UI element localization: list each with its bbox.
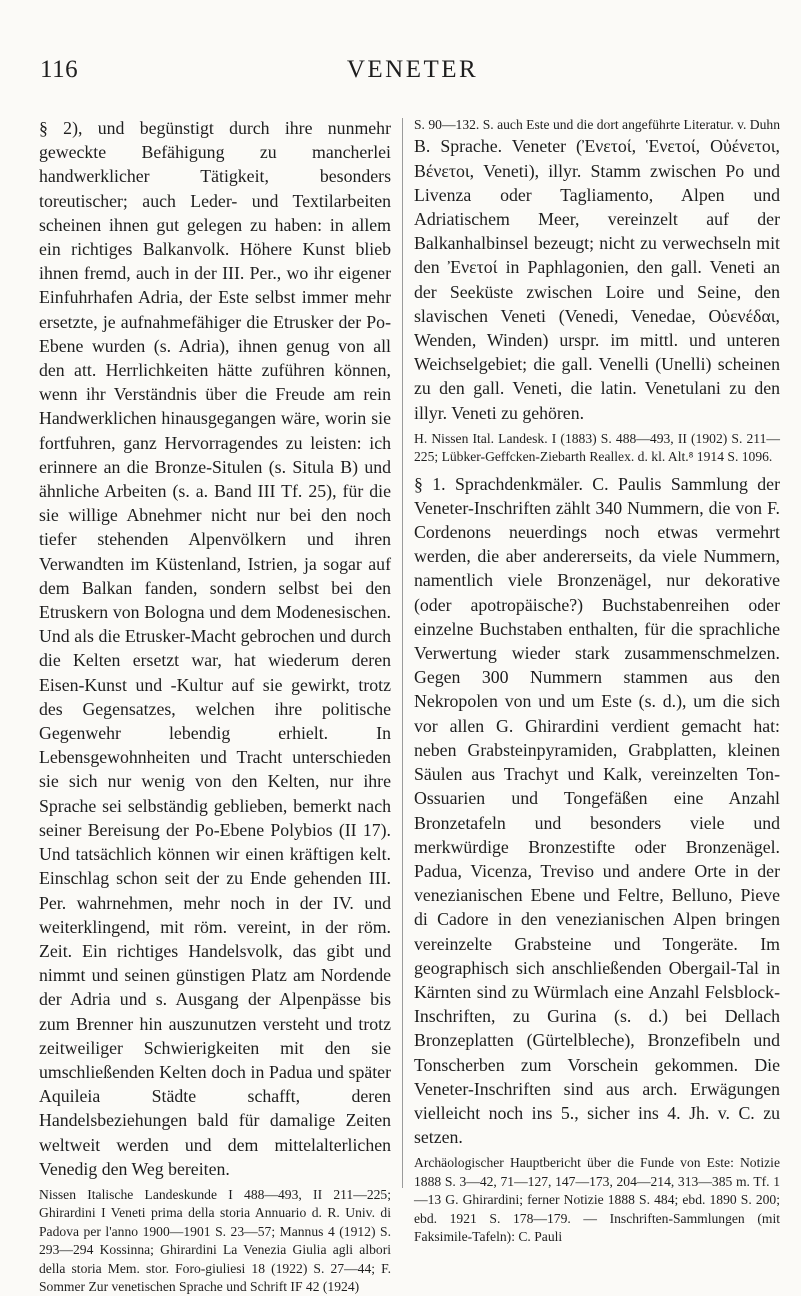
page-number: 116 — [40, 56, 79, 83]
continuation-text: S. 90—132. S. auch Este und die dort angeführte Literatur. — [414, 117, 734, 132]
column-divider — [402, 118, 403, 1188]
author-sign: v. Duhn — [737, 117, 780, 132]
section-1-paragraph: § 1. Sprachdenkmäler. C. Paulis Sammlung der Veneter-Inschriften zählt 340 Nummern, die von F. Cordenons neuerdings noch etwas vermehrt werden, die aber andererseits, da viele Nummern, namentlich viele Bronzenägel, nur dekorative (oder apotropäische?) Buchstabenreihen oder einzelne Buchstaben enthalten, für die sprachliche Verwertung wieder stark zusammenschmelzen. Gegen 300 Nummern stammen aus den Nekropolen von und um Este (s. d.), um die sich vor allen G. Ghirardini verdient gemacht hat: neben Grabsteinpyramiden, Grabplatten, kleinen Säulen aus Trachyt und Kalk, vereinzelten Ton-Ossuarien und Tongefäßen eine Anzahl Bronzetafeln und besonders viele und merkwürdige Bronzestifte oder Bronzenägel. Padua, Vicenza, Treviso und andere Orte in der venezianischen Ebene und Feltre, Belluno, Pieve di Cadore in den venezianischen Alpen bringen vereinzelte Grabsteine und Tongeräte. Im geographisch sich anschließenden Obergail-Tal in Kärnten sind zu Würmlach eine Anzahl Felsblock-Inschriften, zu Gurina (s. d.) bei Dellach Bronzeplatten (Gürtelbleche), Bronzefibeln und Tonscherben zum Vorschein gekommen. Die Veneter-Inschriften sind aus arch. Erwägungen vielleicht noch ins 5., sicher ins 4. Jh. v. C. zu setzen. — [414, 473, 780, 1148]
right-column — [414, 116, 780, 1246]
page-header — [40, 56, 785, 90]
section-b-references: H. Nissen Ital. Landesk. I (1883) S. 488—493, II (1902) S. 211—225; Lübker-Geffcken-Ziebarth Reallex. d. kl. Alt.⁸ 1914 S. 1096. — [414, 430, 780, 465]
left-column — [39, 116, 391, 1296]
references-paragraph: Nissen Italische Landeskunde I 488—493, II 211—225; Ghirardini I Veneti prima della storia Annuario d. R. Univ. di Padova per l'anno 1900—1901 S. 23—57; Mannus 4 (1912) S. 293—294 Kossinna; Ghirardini La Venezia Giulia agli albori della storia Mem. stor. Foro-giuliesi 18 (1922) S. 27—44; F. Sommer Zur venetischen Sprache und Schrift IF 42 (1924) — [39, 1186, 391, 1294]
running-head: VENETER — [346, 56, 479, 83]
body-paragraph: § 2), und begünstigt durch ihre nunmehr geweckte Befähigung zu mancherlei handwerklicher Tätigkeit, besonders toreutischer; auch Leder- und Textilarbeiten scheinen ihnen gut gelegen zu haben: in allem ein richtiges Balkanvolk. Höhere Kunst blieb ihnen fremd, auch in der III. Per., wo ihr eigener Einfuhrhafen Adria, der Este selbst immer mehr ersetzte, je aufnahmefähiger die Etrusker der Po-Ebene wurden (s. Adria), ihnen genug von all den att. Herrlichkeiten hätte zuführen können, wenn ihr Verständnis über die Freude am rein Handwerklichen hinausgegangen wäre, worin sie fortfuhren, ganz Hervorragendes zu leisten: ich erinnere an die Bronze-Situlen (s. Situla B) und ähnliche Arbeiten (s. a. Band III Tf. 25), für die sie willige Abnehmer nicht nur bei den noch tiefer stehenden Alpenvölkern und ihren Verwandten im Küstenland, Istrien, ja sogar auf dem Balkan fanden, sondern selbst bei den Etruskern von Bologna und dem Modenesischen. Und als die Etrusker-Macht gebrochen und durch die Kelten ersetzt war, hat wiederum deren Eisen-Kunst und -Kultur auf sie gewirkt, trotz des Gegensatzes, welchen ihre politische Gegenwehr lebendig erhielt. In Lebensgewohnheiten und Tracht unterschieden sie sich nur wenig von den Kelten, nur ihre Sprache sei selbständig geblieben, bemerkt nach seiner Bereisung der Po-Ebene Polybios (II 17). Und tatsächlich können wir einen kräftigen kelt. Einschlag schon seit der zu Ende gehenden III. Per. wahrnehmen, mehr noch in der IV. und weiterklingend, mit röm. vereint, in der röm. Zeit. Ein richtiges Handelsvolk, das gibt und nimmt und seinen günstigen Platz am Nordende der Adria und s. Ausgang der Alpenpässe bis zum Brenner hin auszunutzen versteht und trotz zeitweiliger Schwierigkeiten mit den sie umschließenden Kelten doch in Padua und später Aquileia Städte schafft, deren Handelsbeziehungen bald für damalige Zeiten weltweit werden und dem mittelalterlichen Venedig den Weg bereiten. — [39, 118, 391, 1179]
section-b-paragraph: B. Sprache. Veneter (Ἐνετοί, Ἑνετοί, Οὐένετοι, Βένετοι, Veneti), illyr. Stamm zwischen Po und Livenza oder Tagliamento, Alpen und Adriatischem Meer, vereinzelt auf der Balkanhalbinsel bezeugt; nicht zu verwechseln mit den Ἐνετοί in Paphlagonien, den gall. Veneti an der Seeküste zwischen Loire und Seine, den slavischen Veneti (Venedi, Venedae, Οὐενέδαι, Wenden, Winden) urspr. im mittl. und unteren Weichselgebiet; die gall. Venelli (Unelli) scheinen zu den gall. Veneti, die latin. Venetulani zu den illyr. Veneti zu gehören. — [414, 136, 780, 423]
literature-continuation — [414, 116, 780, 134]
section-1-references: Archäologischer Hauptbericht über die Funde von Este: Notizie 1888 S. 3—42, 71—127, 147—173, 204—214, 313—385 m. Tf. 1—13 G. Ghirardini; ferner Notizie 1888 S. 484; ebd. 1890 S. 200; ebd. 1921 S. 178—179. — Inschriften-Sammlungen (mit Faksimile-Tafeln): C. Pauli — [414, 1155, 780, 1244]
